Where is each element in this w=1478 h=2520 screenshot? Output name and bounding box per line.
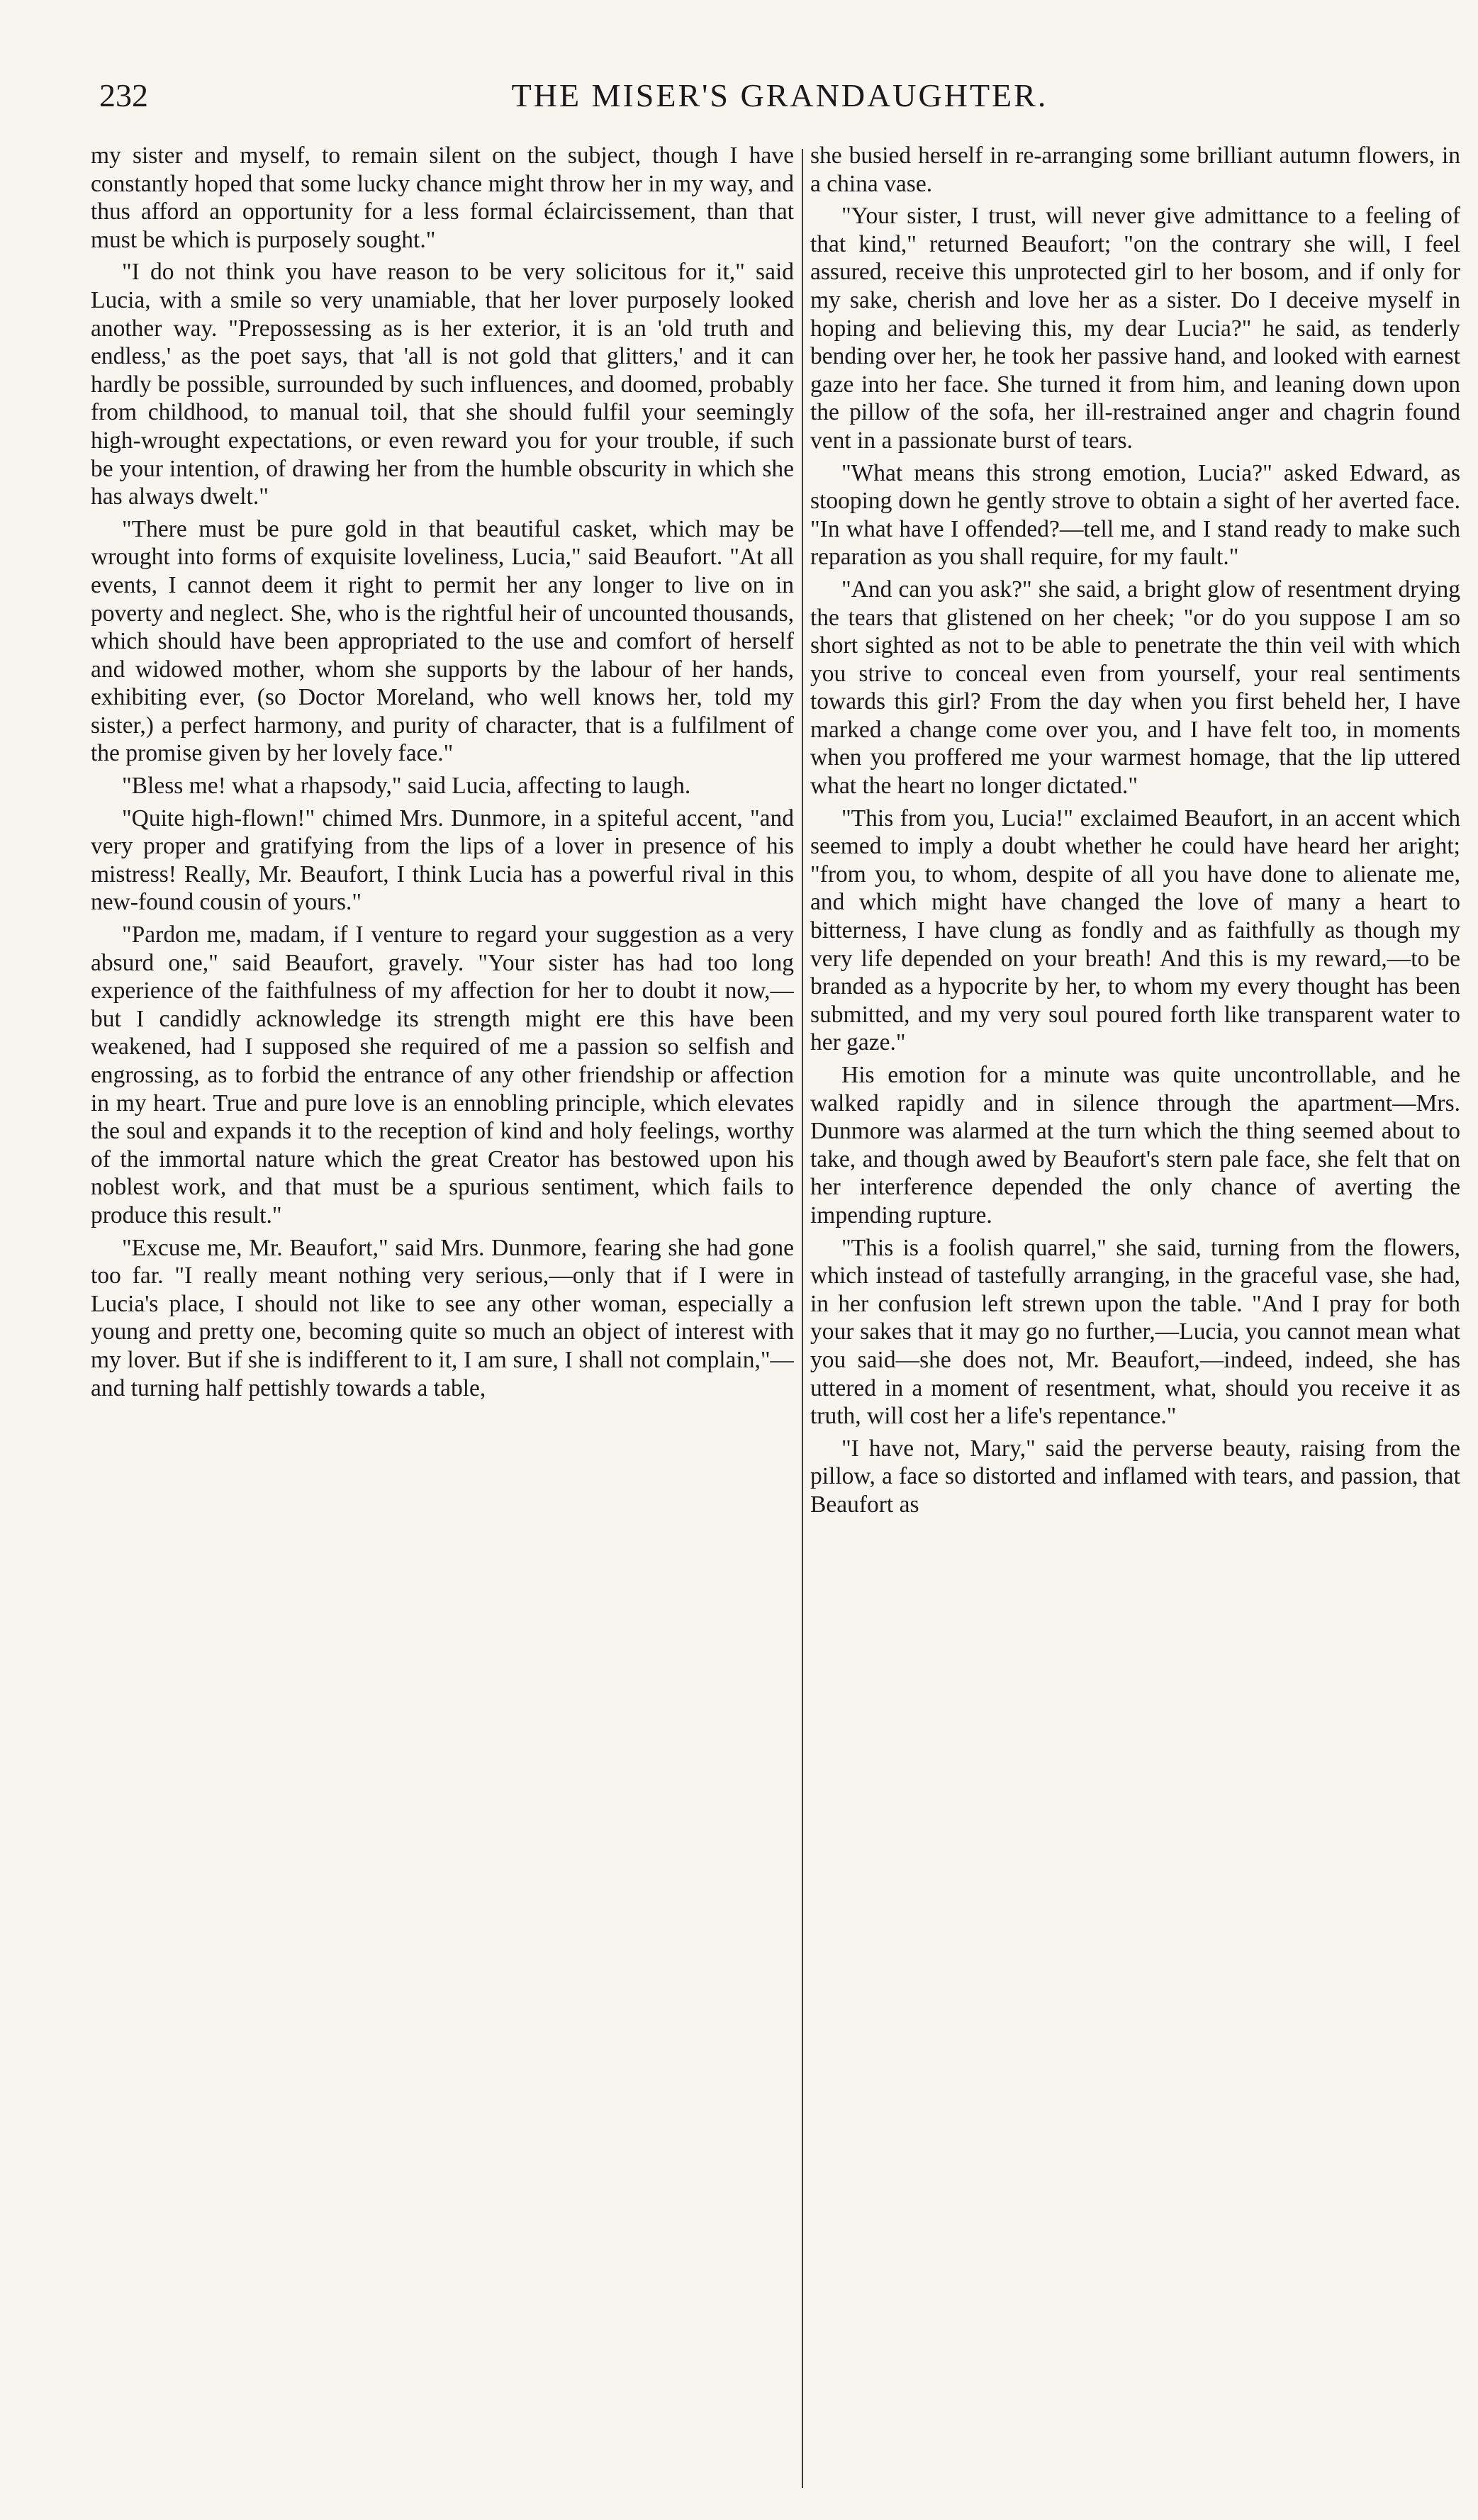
page-header [99,74,1460,124]
paragraph: "I have not, Mary," said the perverse beauty, raising from the pillow, a face so distorted and inflamed with tears, and passion, that Beaufort as [810,1435,1460,1518]
paragraph: "Bless me! what a rhapsody," said Lucia, affecting to laugh. [122,773,691,800]
paragraph: "Excuse me, Mr. Beaufort," said Mrs. Dunmore, fearing she had gone too far. "I really meant nothing very serious,—only that if I were in Lucia's place, I should not like to see any other woman, especially a young and pretty one, becoming quite so much an object of interest with my lover. But if she is indifferent to it, I am sure, I shall not complain,"—and turning half pettishly towards a table, [91,1234,794,1401]
paragraph: she busied herself in re-arranging some brilliant autumn flowers, in a china vase. [810,142,1460,197]
paragraph: "Quite high-flown!" chimed Mrs. Dunmore, in a spiteful accent, "and very proper and gratifying from the lips of a lover in presence of his mistress! Really, Mr. Beaufort, I think Lucia has a powerful rival in this new-found cousin of yours." [91,805,794,916]
paragraph: His emotion for a minute was quite uncontrollable, and he walked rapidly and in silence through the apartment—Mrs. Dunmore was alarmed at the turn which the thing seemed about to take, and though awed by Beaufort's stern pale face, she felt that on her interference depended the only chance of averting the impending rupture. [810,1062,1460,1228]
paragraph: "Your sister, I trust, will never give admittance to a feeling of that kind," returned Beaufort; "on the contrary she will, I feel assured, receive this unprotected girl to her bosom, and if only for my sake, cherish and love her as a sister. Do I deceive myself in hoping and believing this, my dear Lucia?" he said, as tenderly bending over her, he took her passive hand, and looked with earnest gaze into her face. She turned it from him, and leaning down upon the pillow of the sofa, her ill-restrained anger and chagrin found vent in a passionate burst of tears. [810,203,1460,454]
paragraph: my sister and myself, to remain silent on the subject, though I have constantly hoped that some lucky chance might throw her in my way, and thus afford an opportunity for a less formal éclaircissement, than that must be which is purposely sought." [91,142,794,253]
paragraph: "There must be pure gold in that beautiful casket, which may be wrought into forms of exquisite loveliness, Lucia," said Beaufort. "At all events, I cannot deem it right to permit her any longer to live on in poverty and neglect. She, who is the rightful heir of uncounted thousands, which should have been appropriated to the use and comfort of herself and widowed mother, whom she supports by the labour of her hands, exhibiting ever, (so Doctor Moreland, who well knows her, told my sister,) a perfect harmony, and purity of character, that is a fulfilment of the promise given by her lovely face." [91,515,794,767]
paragraph: "And can you ask?" she said, a bright glow of resentment drying the tears that glistened on her cheek; "or do you suppose I am so short sighted as not to be able to penetrate the thin veil with which you strive to conceal even from yourself, your real sentiments towards this girl? From the day when you first beheld her, I have marked a change come over you, and I have felt too, in moments when you proffered me your warmest homage, that the lip uttered what the heart no longer dictated." [810,576,1460,800]
page-number: 232 [99,77,148,113]
right-column [810,142,1460,2502]
column-divider [802,149,803,2488]
paragraph: "Pardon me, madam, if I venture to regard your suggestion as a very absurd one," said Beaufort, gravely. "Your sister has had too long experience of the faithfulness of my affection for her to doubt it now,—but I candidly acknowledge its strength might ere this have been weakened, had I supposed she required of me a passion so selfish and engrossing, as to forbid the entrance of any other friendship or affection in my heart. True and pure love is an ennobling principle, which elevates the soul and expands it to the reception of kind and holy feelings, worthy of the immortal nature which the great Creator has bestowed upon his noblest work, and that must be a spurious sentiment, which fails to produce this result." [91,922,794,1228]
running-title: THE MISER'S GRANDAUGHTER. [511,77,1048,113]
paragraph: "This is a foolish quarrel," she said, turning from the flowers, which instead of tastefully arranging, in the graceful vase, she had, in her confusion left strewn upon the table. "And I pray for both your sakes that it may go no further,—Lucia, you cannot mean what you said—she does not, Mr. Beaufort,—indeed, indeed, she has uttered in a moment of resentment, what, should you receive it as truth, will cost her a life's repentance." [810,1234,1460,1430]
left-column [91,142,794,2502]
paragraph: "This from you, Lucia!" exclaimed Beaufort, in an accent which seemed to imply a doubt whether he could have heard her aright; "from you, to whom, despite of all you have done to alienate me, and which might have changed the love of many a heart to bitterness, I have clung as fondly and as faithfully as though my very life depended on your breath! And this is my reward,—to be branded as a hypocrite by her, to whom my every thought has been submitted, and my very soul poured forth like transparent water to her gaze." [810,805,1460,1056]
paragraph: "What means this strong emotion, Lucia?" asked Edward, as stooping down he gently strove to obtain a sight of her averted face. "In what have I offended?—tell me, and I stand ready to make such reparation as you shall require, for my fault." [810,459,1460,571]
paragraph: "I do not think you have reason to be very solicitous for it," said Lucia, with a smile so very unamiable, that her lover purposely looked another way. "Prepossessing as is her exterior, it is an 'old truth and endless,' as the poet says, that 'all is not gold that glitters,' and it can hardly be possible, surrounded by such influences, and doomed, probably from childhood, to manual toil, that she should fulfil your seemingly high-wrought expectations, or even reward you for your trouble, if such be your intention, of drawing her from the humble obscurity in which she has always dwelt." [91,259,794,510]
